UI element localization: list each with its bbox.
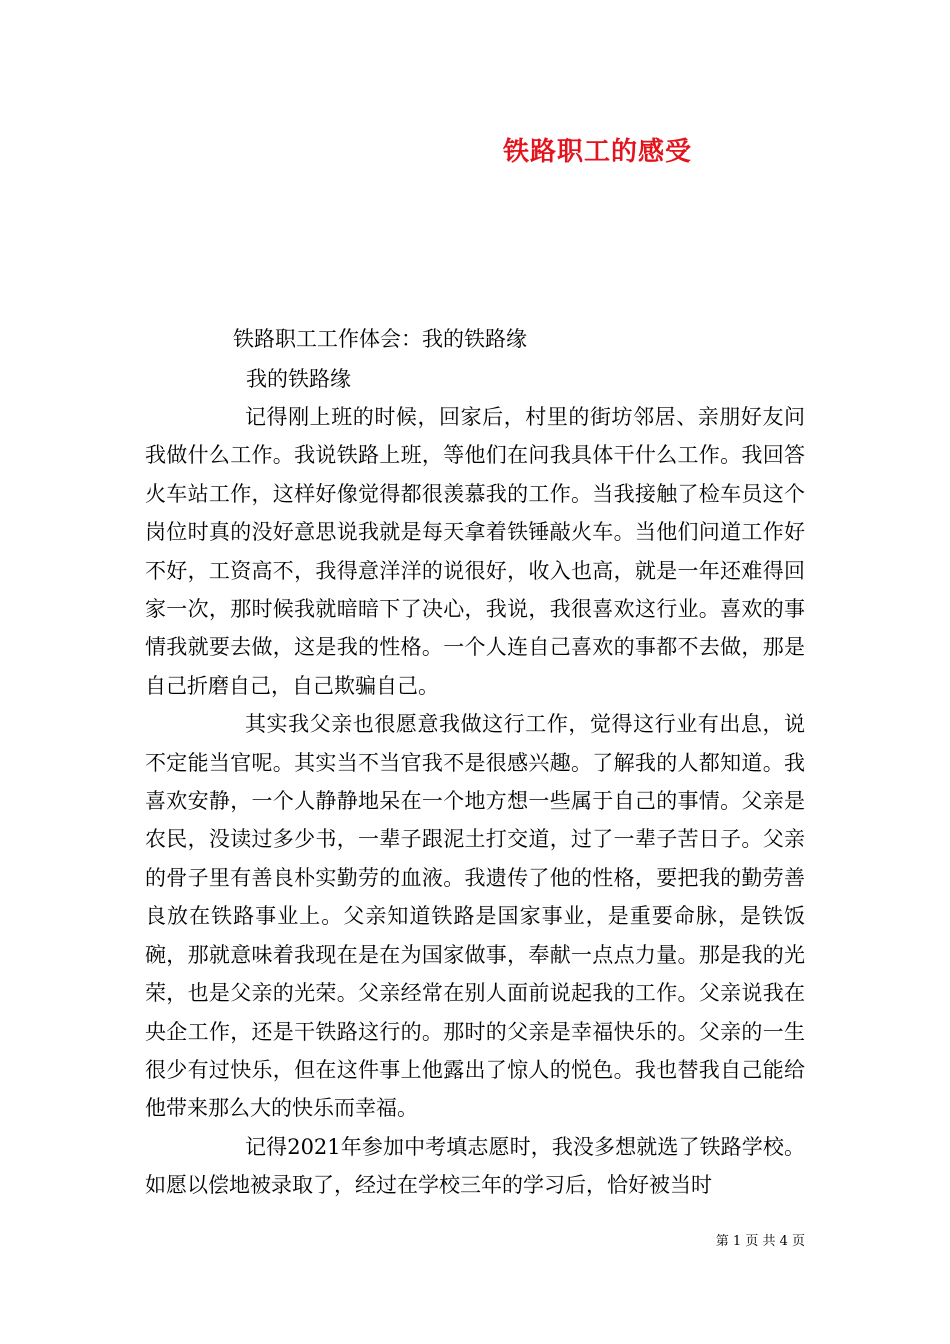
paragraph: 其实我父亲也很愿意我做这行工作，觉得这行业有出息，说不定能当官呢。其实当不当官我不是很感兴趣。了解我的人都知道。我喜欢安静，一个人静静地呆在一个地方想一些属于自己的事情。父亲是农民，没读过多少书，一辈子跟泥土打交道，过了一辈子苦日子。父亲的骨子里有善良朴实勤劳的血液。我遗传了他的性格，要把我的勤劳善良放在铁路事业上。父亲知道铁路是国家事业，是重要命脉，是铁饭碗，那就意味着我现在是在为国家做事，奉献一点点力量。那是我的光荣，也是父亲的光荣。父亲经常在别人面前说起我的工作。父亲说我在央企工作，还是干铁路这行的。那时的父亲是幸福快乐的。父亲的一生很少有过快乐，但在这件事上他露出了惊人的悦色。我也替我自己能给他带来那么大的快乐而幸福。: [145, 712, 805, 1121]
article-body: [145, 398, 805, 1205]
article-heading: 铁路职工工作体会：我的铁路缘: [233, 327, 527, 351]
article-subheading: 我的铁路缘: [246, 367, 351, 391]
document-title: 铁路职工的感受: [502, 137, 692, 167]
paragraph: 记得2021年参加中考填志愿时，我没多想就选了铁路学校。如愿以偿地被录取了，经过在学校三年的学习后，恰好被当时: [145, 1134, 805, 1198]
page-number-footer: 第 1 页 共 4 页: [715, 1234, 805, 1249]
paragraph: 记得刚上班的时候，回家后，村里的街坊邻居、亲朋好友问我做什么工作。我说铁路上班，等他们在问我具体干什么工作。我回答火车站工作，这样好像觉得都很羡慕我的工作。当我接触了检车员这个岗位时真的没好意思说我就是每天拿着铁锤敲火车。当他们问道工作好不好，工资高不，我得意洋洋的说很好，收入也高，就是一年还难得回家一次，那时候我就暗暗下了决心，我说，我很喜欢这行业。喜欢的事情我就要去做，这是我的性格。一个人连自己喜欢的事都不去做，那是自己折磨自己，自己欺骗自己。: [145, 405, 805, 698]
